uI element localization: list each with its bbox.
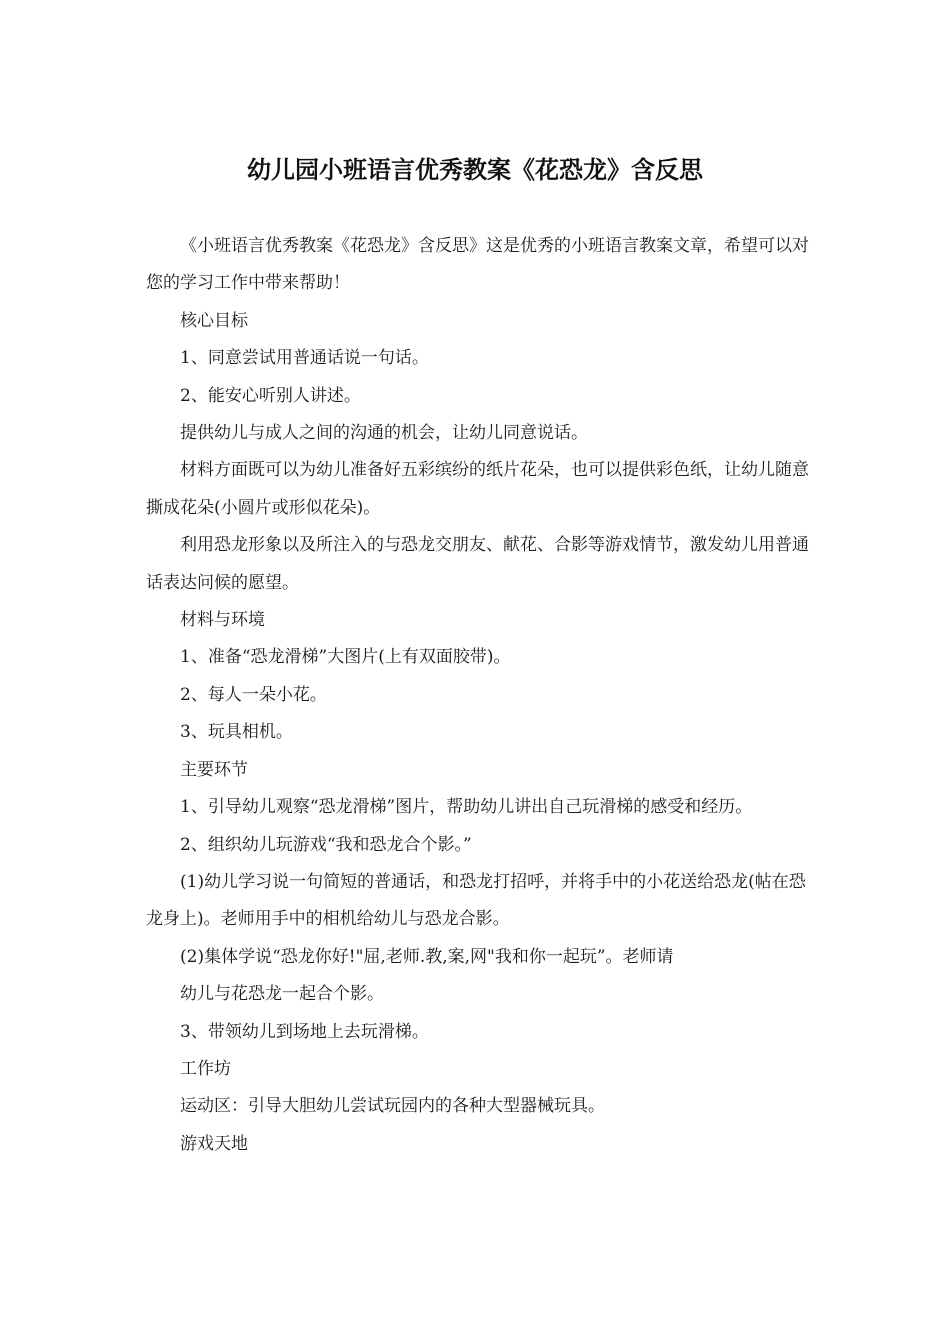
step-subitem-2: (2)集体学说“恐龙你好!"屈,老师.教,案,网"我和你一起玩”。老师请 bbox=[180, 946, 674, 967]
section-heading-core-goals: 核心目标 bbox=[180, 310, 248, 331]
section-heading-games: 游戏天地 bbox=[180, 1133, 248, 1154]
section-heading-main-steps: 主要环节 bbox=[180, 759, 248, 780]
goal-item-1: 1、同意尝试用普通话说一句话。 bbox=[180, 348, 429, 369]
step-subitem-1: (1)幼儿学习说一句简短的普通话，和恐龙打招呼，并将手中的小花送给恐龙(帖在恐龙身上)。老师用手中的相机给幼儿与恐龙合影。 bbox=[146, 871, 806, 930]
goal-item-2: 2、能安心听别人讲述。 bbox=[180, 385, 361, 406]
material-item-1: 1、准备“恐龙滑梯”大图片(上有双面胶带)。 bbox=[180, 647, 511, 668]
document-title: 幼儿园小班语言优秀教案《花恐龙》含反思 bbox=[247, 156, 703, 184]
section-heading-workshop: 工作坊 bbox=[180, 1058, 231, 1079]
goal-paragraph: 提供幼儿与成人之间的沟通的机会，让幼儿同意说话。 bbox=[180, 423, 588, 444]
intro-paragraph: 《小班语言优秀教案《花恐龙》含反思》这是优秀的小班语言教案文章，希望可以对您的学习工作中带来帮助！ bbox=[146, 236, 809, 294]
step-item-1: 1、引导幼儿观察“恐龙滑梯”图片，帮助幼儿讲出自己玩滑梯的感受和经历。 bbox=[180, 797, 753, 818]
document-body bbox=[146, 228, 811, 1163]
section-heading-materials: 材料与环境 bbox=[180, 610, 265, 631]
step-item-3: 3、带领幼儿到场地上去玩滑梯。 bbox=[180, 1021, 429, 1042]
materials-paragraph: 材料方面既可以为幼儿准备好五彩缤纷的纸片花朵，也可以提供彩色纸，让幼儿随意撕成花朵(小圆片或形似花朵)。 bbox=[146, 460, 809, 518]
material-item-3: 3、玩具相机。 bbox=[180, 722, 293, 743]
material-item-2: 2、每人一朵小花。 bbox=[180, 684, 327, 705]
workshop-item-sports: 运动区：引导大胆幼儿尝试玩园内的各种大型器械玩具。 bbox=[180, 1096, 605, 1117]
activity-paragraph: 利用恐龙形象以及所注入的与恐龙交朋友、献花、合影等游戏情节，激发幼儿用普通话表达问候的愿望。 bbox=[146, 535, 809, 593]
step-item-2: 2、组织幼儿玩游戏“我和恐龙合个影。” bbox=[180, 834, 472, 855]
step-subitem-2-continued: 幼儿与花恐龙一起合个影。 bbox=[180, 984, 384, 1005]
